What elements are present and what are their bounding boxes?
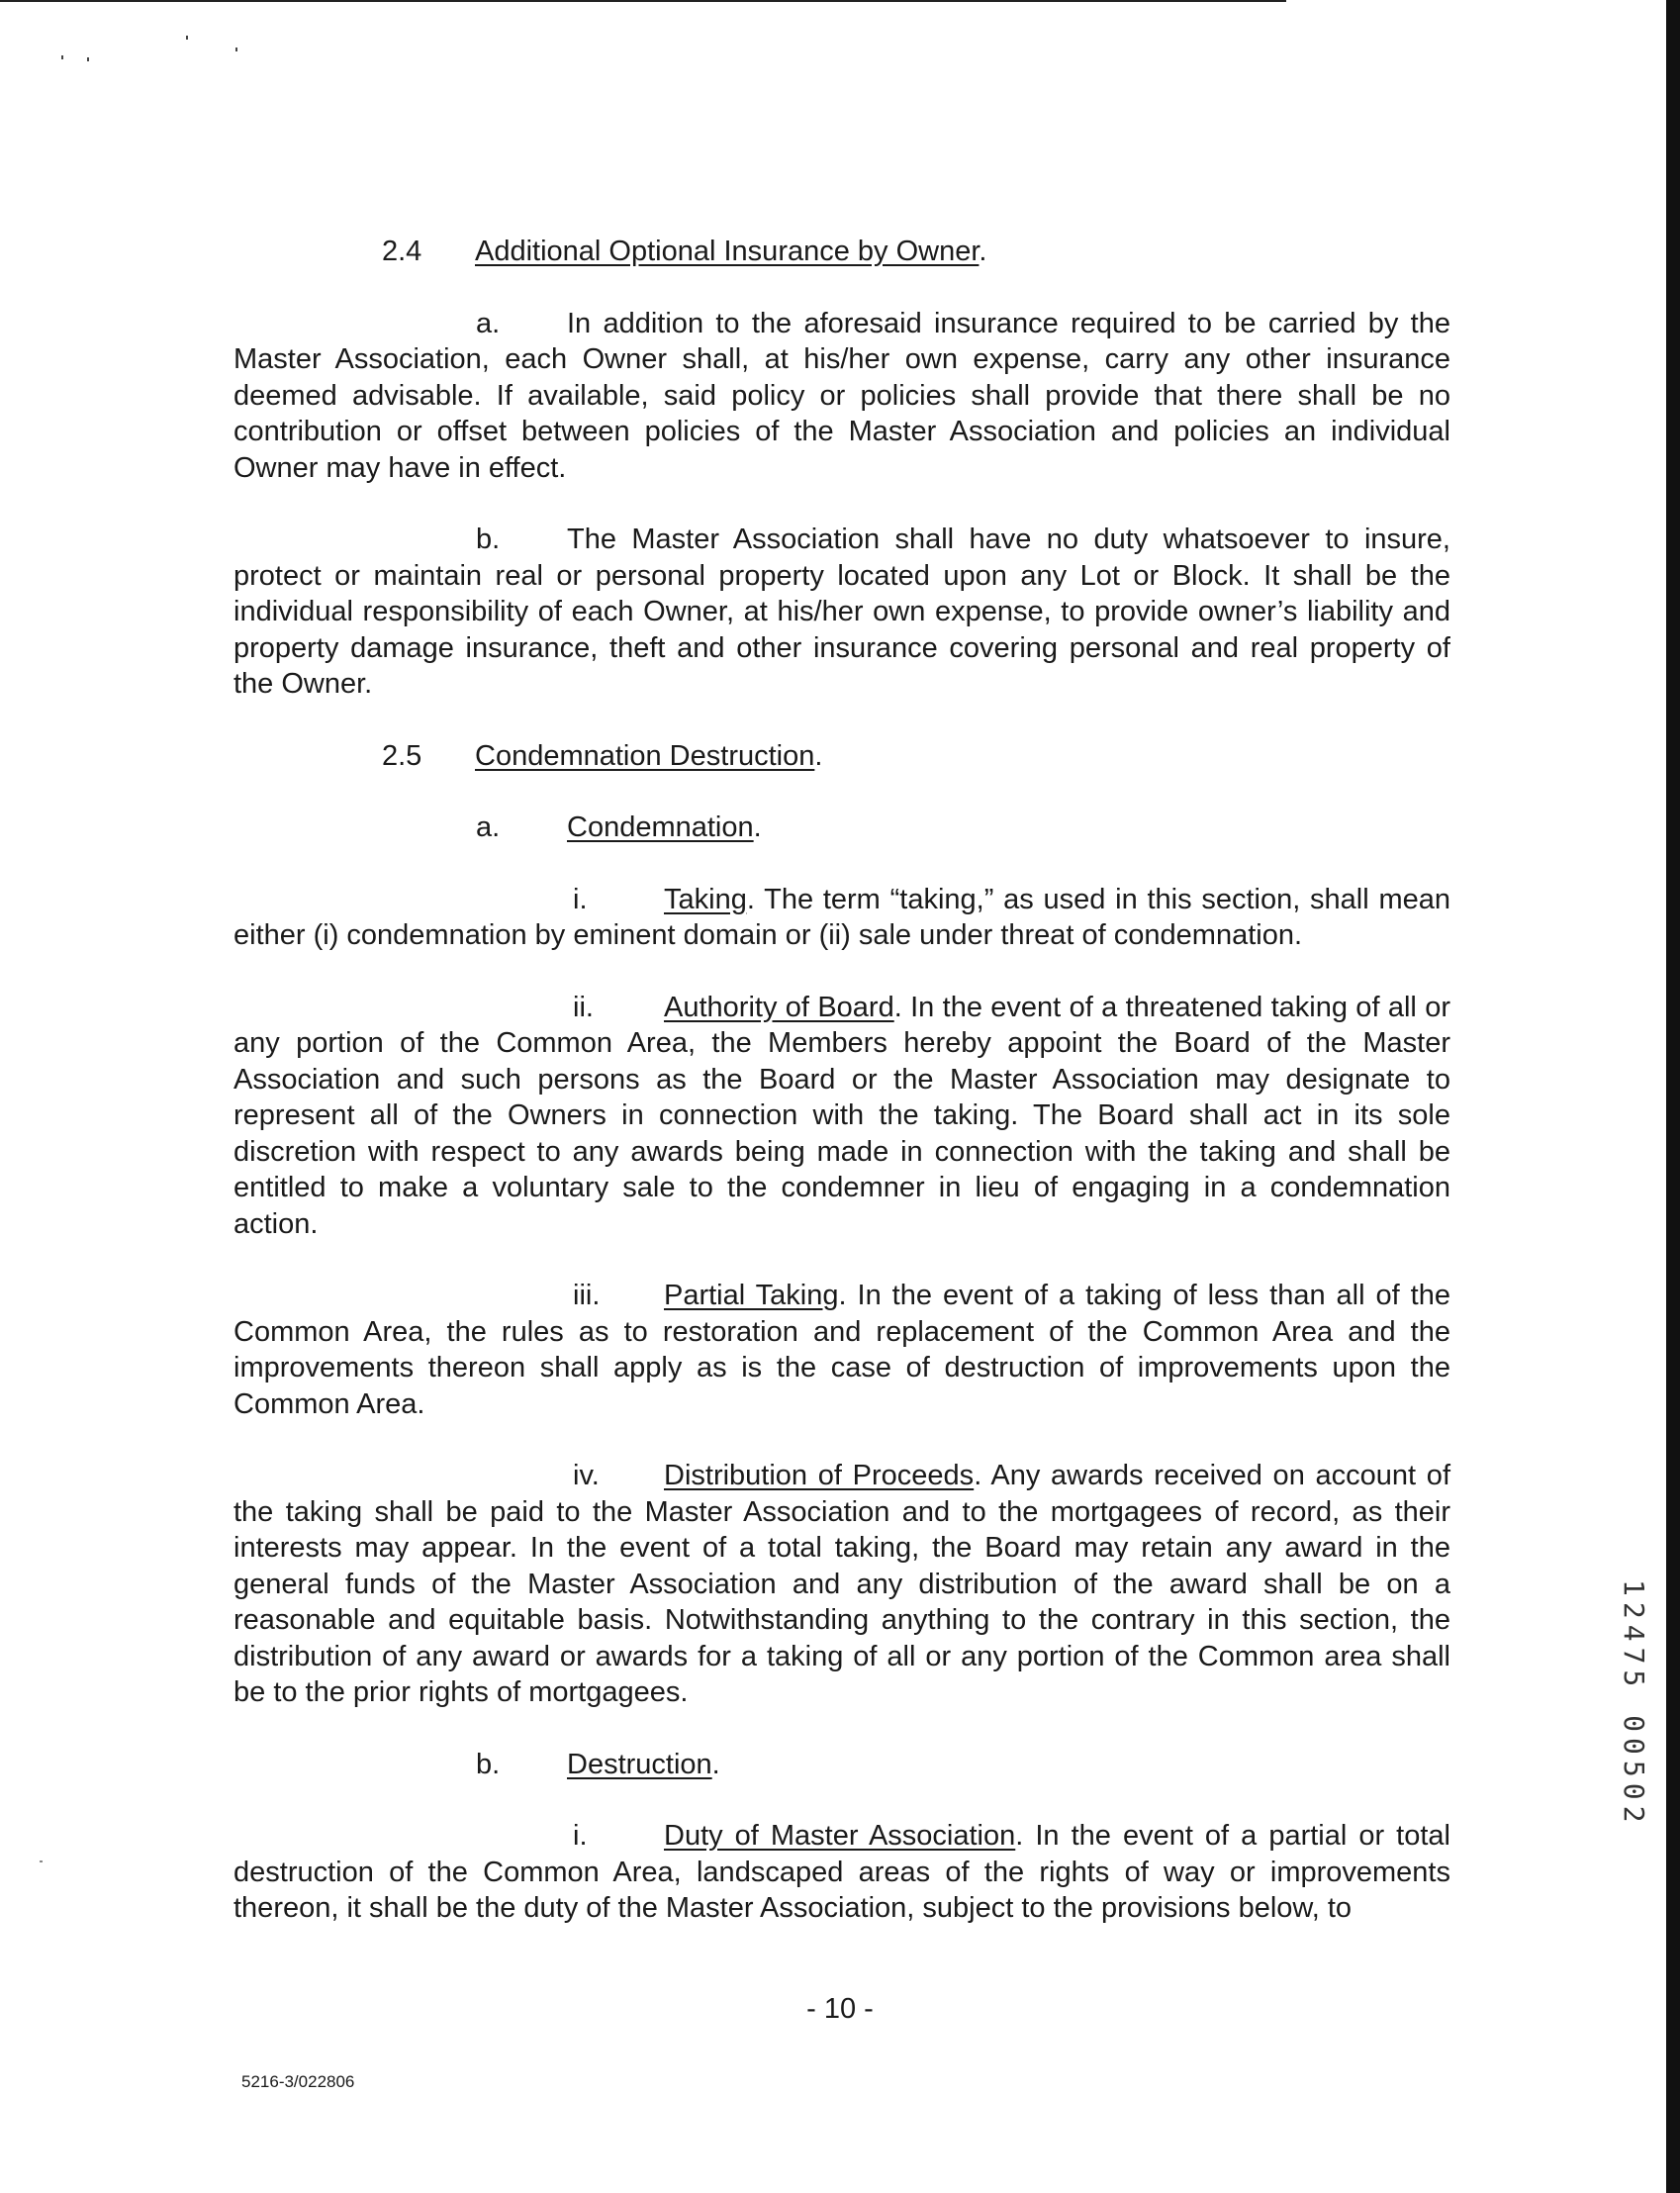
paragraph-label: b. (476, 524, 501, 555)
clause-text: . In the event of a partial or total destruction of the Common Area, landscaped areas of the rights of way or improvements thereon, it shall be the duty of the Master Association, subject to the provisions below, to (233, 1820, 1450, 1924)
subsection-2-5-b-heading: b. Destruction. (233, 1747, 1450, 1783)
clause-label: i. (573, 1820, 588, 1852)
scan-right-edge (1666, 0, 1680, 2193)
section-2-5-heading: 2.5 Condemnation Destruction. (233, 738, 1450, 775)
clause-text: . Any awards received on account of the taking shall be paid to the Master Association and to the mortgagees of record, as their interests may appear. In the event of a total taking, the Board may retain any award in the general funds of the Master Association and any distribution of the award shall be on a reasonable and equitable basis. Notwithstanding anything to the contrary in this section, the distribution of any award or awards for a taking of all or any portion of the Common area shall be to the prior rights of mortgagees. (233, 1460, 1450, 1708)
clause-text: . In the event of a taking of less than all of the Common Area, the rules as to restoration and replacement of the Common Area and the improvements thereon shall apply as is the case of destruction of improvements upon the Common Area. (233, 1280, 1450, 1420)
document-body (233, 234, 1450, 1927)
subsection-label: a. (476, 811, 501, 843)
clause-text: . The term “taking,” as used in this section, shall mean either (i) condemnation by eminent domain or (ii) sale under threat of condemnation. (233, 883, 1450, 951)
section-number: 2.4 (382, 236, 422, 267)
recording-stamp-text: 12475 00502 (1618, 1579, 1650, 1829)
paragraph-text: In addition to the aforesaid insurance required to be carried by the Master Association, each Owner shall, at his/her own expense, carry any other insurance deemed advisable. If available, said policy or policies shall provide that there shall be no contribution or offset between policies of the Master Association and policies an individual Owner may have in effect. (233, 307, 1450, 484)
page-number: - 10 - (806, 1993, 874, 2025)
subsection-title: Condemnation (567, 811, 754, 843)
document-id: 5216-3/022806 (241, 2072, 355, 2091)
clause-distribution-of-proceeds (233, 1458, 1450, 1711)
clause-label: iv. (573, 1460, 600, 1491)
clause-label: ii. (573, 991, 594, 1023)
section-2-4-a (233, 306, 1450, 487)
subsection-title: Destruction (567, 1748, 712, 1780)
clause-title: Taking (664, 883, 747, 915)
section-2-4-heading: 2.4 Additional Optional Insurance by Owner. (233, 234, 1450, 270)
clause-text: . In the event of a threatened taking of all or any portion of the Common Area, the Members hereby appoint the Board of the Master Association and such persons as the Board or the Master Association may designate to represent all of the Owners in connection with the taking. The Board shall act in its sole discretion with respect to any awards being made in connection with the taking and shall be entitled to make a voluntary sale to the condemner in lieu of engaging in a condemnation action. (233, 991, 1450, 1240)
section-title: Condemnation Destruction (475, 739, 815, 772)
recording-stamp (1613, 1579, 1656, 1866)
clause-partial-taking (233, 1278, 1450, 1422)
scan-speck (235, 48, 237, 51)
scan-top-border (0, 0, 1286, 2)
subsection-2-5-a-heading: a. Condemnation. (233, 810, 1450, 846)
paragraph-label: a. (476, 307, 501, 339)
scan-speck (40, 1860, 43, 1862)
subsection-label: b. (476, 1748, 501, 1780)
clause-title: Authority of Board (664, 991, 894, 1023)
scan-speck (186, 36, 188, 40)
clause-taking (233, 882, 1450, 954)
clause-authority-of-board (233, 990, 1450, 1243)
scan-speck (87, 57, 89, 61)
section-title: Additional Optional Insurance by Owner (475, 236, 980, 267)
section-2-4-b (233, 522, 1450, 703)
clause-title: Distribution of Proceeds (664, 1460, 975, 1491)
clause-title: Partial Taking (664, 1280, 839, 1311)
paragraph-text: The Master Association shall have no duty whatsoever to insure, protect or maintain real or personal property located upon any Lot or Block. It shall be the individual responsibility of each Owner, at his/her own expense, to provide owner’s liability and property damage insurance, theft and other insurance covering personal and real property of the Owner. (233, 524, 1450, 700)
clause-duty-of-master-association (233, 1818, 1450, 1927)
scan-speck (61, 55, 63, 59)
clause-label: i. (573, 883, 588, 915)
section-number: 2.5 (382, 739, 422, 772)
clause-title: Duty of Master Association (664, 1820, 1016, 1852)
clause-label: iii. (573, 1280, 601, 1311)
